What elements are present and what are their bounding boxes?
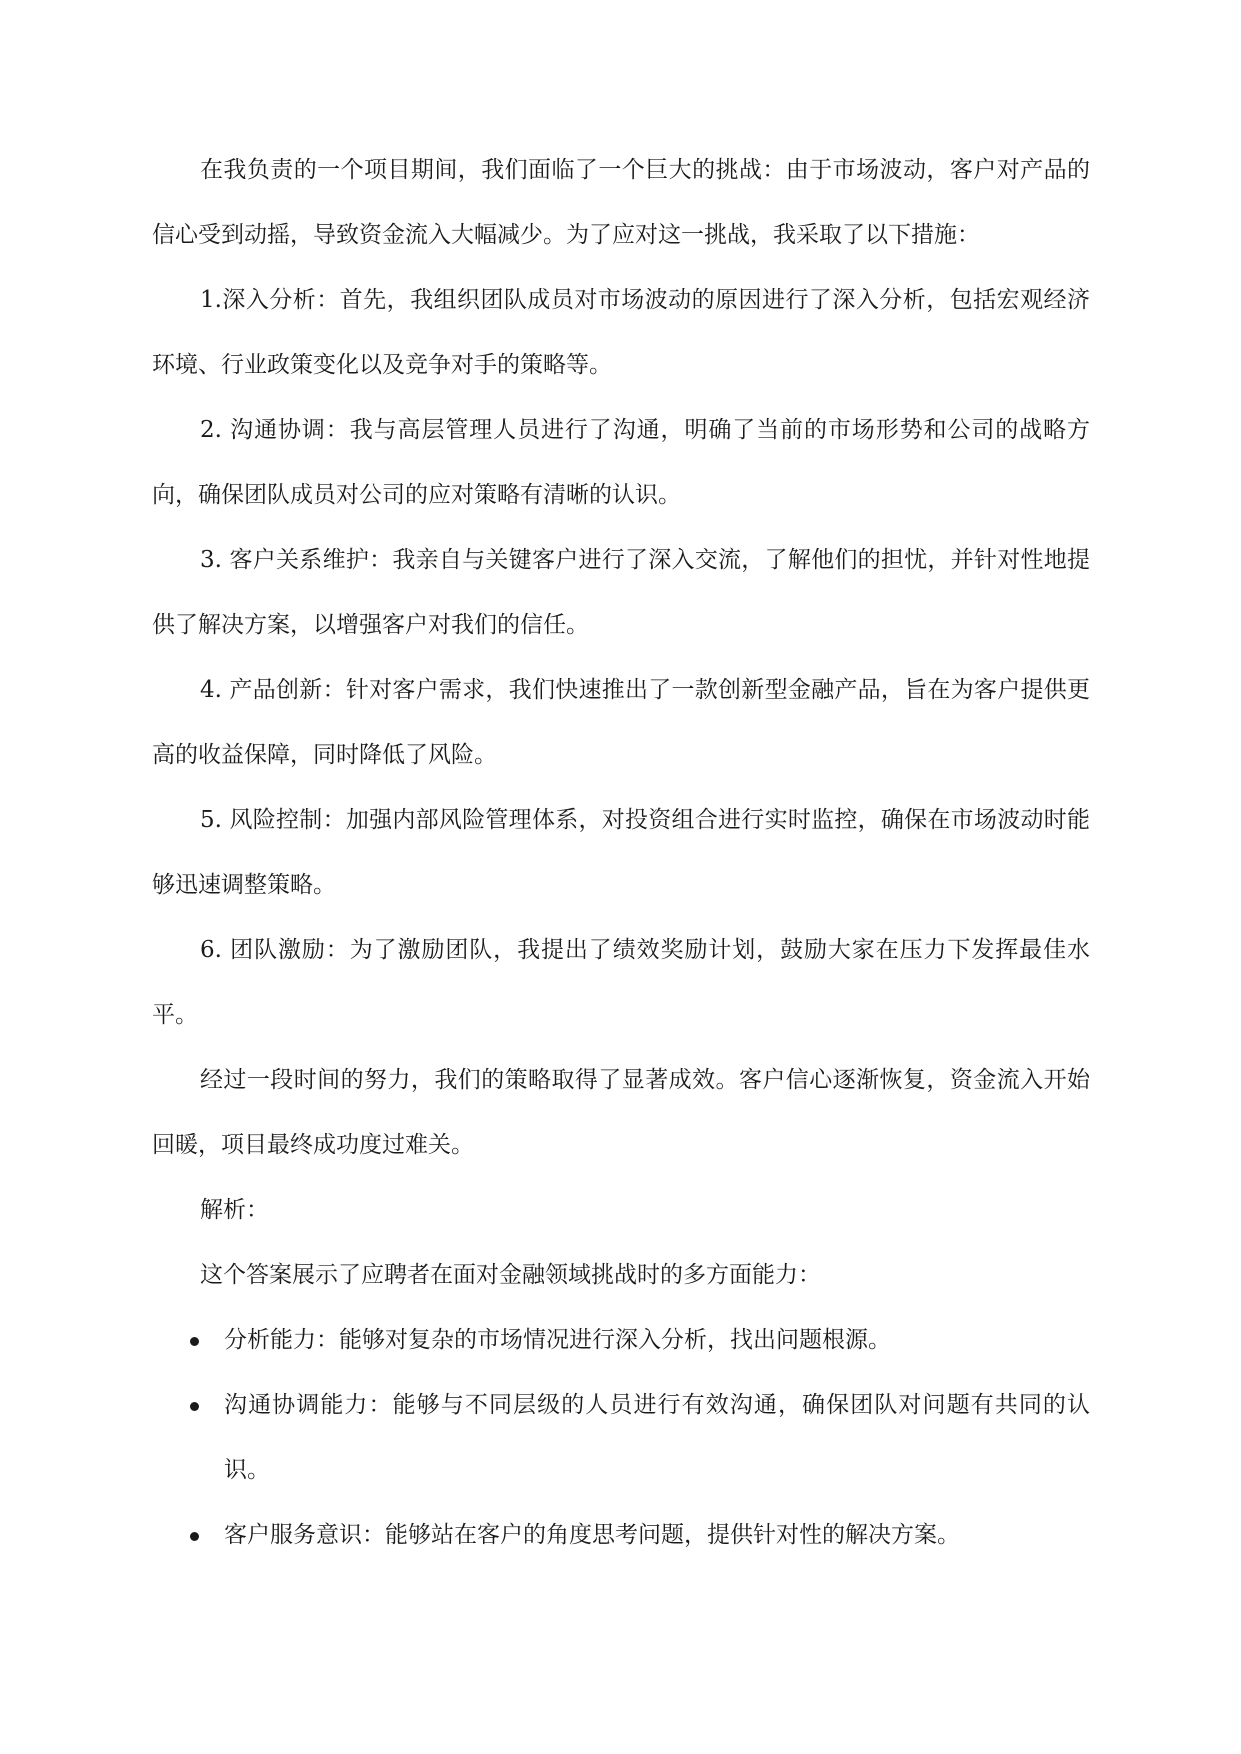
paragraph-step-3: 3. 客户关系维护：我亲自与关键客户进行了深入交流，了解他们的担忧，并针对性地提供了解决方案，以增强客户对我们的信任。 [152,547,1090,638]
paragraph-step-6: 6. 团队激励：为了激励团队，我提出了绩效奖励计划，鼓励大家在压力下发挥最佳水平。 [152,937,1090,1028]
paragraph-analysis-heading: 解析： [200,1197,269,1223]
list-item [152,1373,1090,1503]
list-item-text: 客户服务意识：能够站在客户的角度思考问题，提供针对性的解决方案。 [224,1522,960,1548]
paragraph-step-5: 5. 风险控制：加强内部风险管理体系，对投资组合进行实时监控，确保在市场波动时能够迅速调整策略。 [152,807,1090,898]
bullet-icon [190,1337,199,1346]
list-item-text: 沟通协调能力：能够与不同层级的人员进行有效沟通，确保团队对问题有共同的认识。 [224,1392,1090,1483]
paragraph-step-2: 2. 沟通协调：我与高层管理人员进行了沟通，明确了当前的市场形势和公司的战略方向，确保团队成员对公司的应对策略有清晰的认识。 [152,417,1090,508]
paragraph-intro: 在我负责的一个项目期间，我们面临了一个巨大的挑战：由于市场波动，客户对产品的信心受到动摇，导致资金流入大幅减少。为了应对这一挑战，我采取了以下措施： [152,157,1090,248]
bullet-icon [190,1532,199,1541]
list-item [152,1308,1090,1373]
paragraph-step-1: 1.深入分析：首先，我组织团队成员对市场波动的原因进行了深入分析，包括宏观经济环境、行业政策变化以及竞争对手的策略等。 [152,287,1090,378]
document-body [152,138,1090,1568]
list-item-text: 分析能力：能够对复杂的市场情况进行深入分析，找出问题根源。 [224,1327,891,1353]
bullet-icon [190,1402,199,1411]
paragraph-result: 经过一段时间的努力，我们的策略取得了显著成效。客户信心逐渐恢复，资金流入开始回暖，项目最终成功度过难关。 [152,1067,1090,1158]
list-item [152,1503,1090,1568]
ability-list [152,1308,1090,1568]
paragraph-step-4: 4. 产品创新：针对客户需求，我们快速推出了一款创新型金融产品，旨在为客户提供更高的收益保障，同时降低了风险。 [152,677,1090,768]
paragraph-analysis-intro: 这个答案展示了应聘者在面对金融领域挑战时的多方面能力： [200,1262,821,1288]
